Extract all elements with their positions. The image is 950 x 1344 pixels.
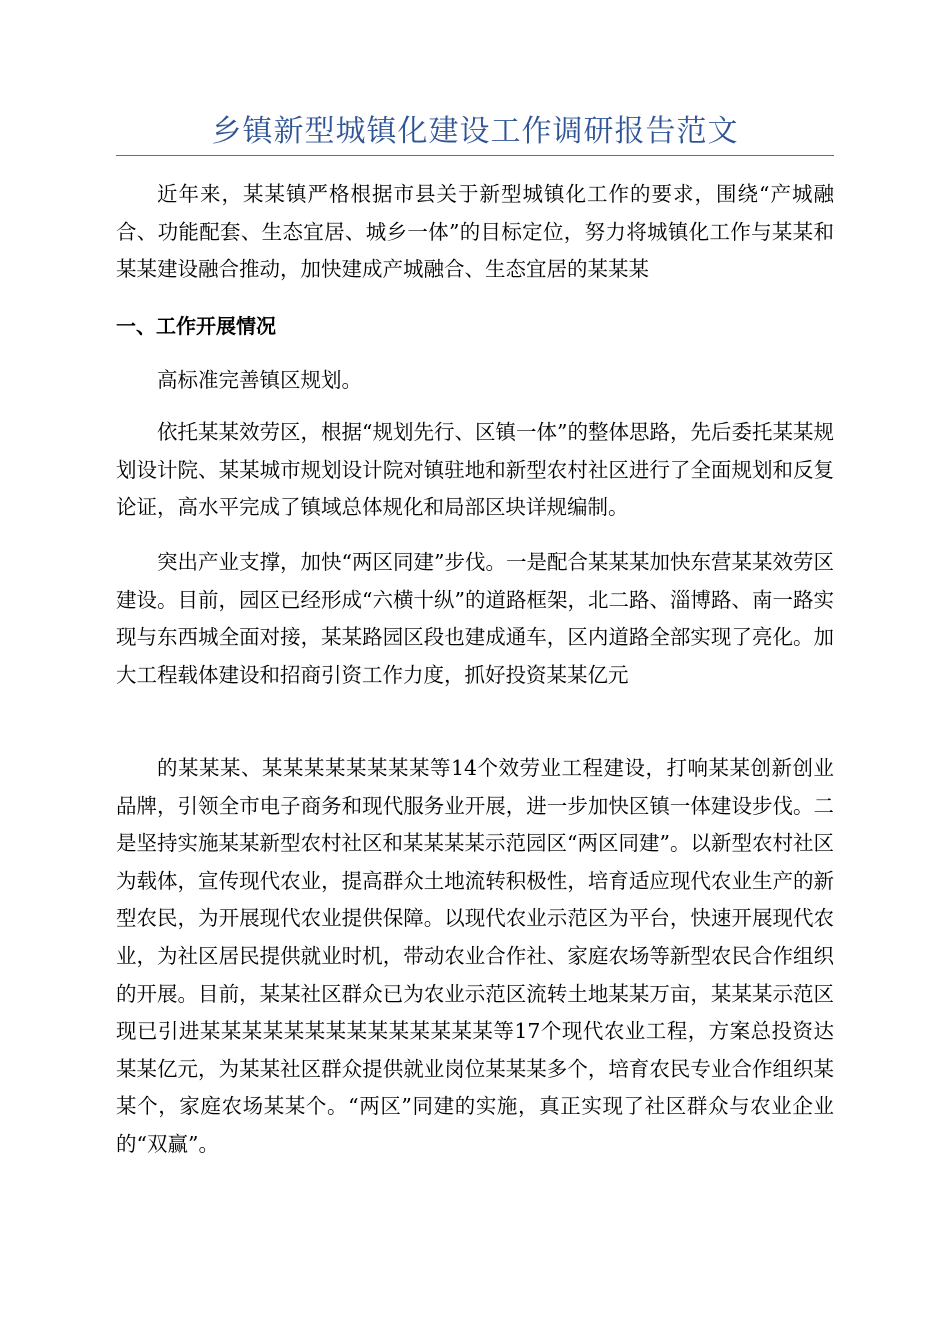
title-underline (116, 155, 834, 156)
paragraph-industry: 突出产业支撑，加快“两区同建”步伐。一是配合某某某加快东营某某效劳区建设。目前，园区已经形成“六横十纵”的道路框架，北二路、淄博路、南一路实现与东西城全面对接，某某路园区段也建成通车，区内道路全部实现了亮化。加大工程载体建设和招商引资工作力度，抓好投资某某亿元 (116, 550, 834, 687)
paragraph-planning: 依托某某效劳区，根据“规划先行、区镇一体”的整体思路，先后委托某某规划设计院、某某城市规划设计院对镇驻地和新型农村社区进行了全面规划和反复论证，高水平完成了镇域总体规化和局部区块详规编制。 (116, 420, 834, 520)
paragraph-planning-title: 高标准完善镇区规划。 (157, 368, 362, 392)
document-title: 乡镇新型城镇化建设工作调研报告范文 (211, 114, 739, 149)
section-heading: 一、工作开展情况 (116, 314, 276, 338)
intro-paragraph: 近年来，某某镇严格根据市县关于新型城镇化工作的要求，围绕“产城融合、功能配套、生态宜居、城乡一体”的目标定位，努力将城镇化工作与某某和某某建设融合推动，加快建成产城融合、生态宜居的某某某 (116, 182, 834, 282)
paragraph-projects: 的某某某、某某某某某某某某等14个效劳业工程建设，打响某某创新创业品牌，引领全市电子商务和现代服务业开展，进一步加快区镇一体建设步伐。二是坚持实施某某新型农村社区和某某某某示范园区“两区同建”。以新型农村社区为载体，宣传现代农业，提高群众土地流转积极性，培育适应现代农业生产的新型农民，为开展现代农业提供保障。以现代农业示范区为平台，快速开展现代农业，为社区居民提供就业时机，带动农业合作社、家庭农场等新型农民合作组织的开展。目前，某某社区群众已为农业示范区流转土地某某万亩，某某某示范区现已引进某某某某某某某某某某某某某某等17个现代农业工程，方案总投资达某某亿元，为某某社区群众提供就业岗位某某某多个，培育农民专业合作组织某某个，家庭农场某某个。“两区”同建的实施，真正实现了社区群众与农业企业的“双赢”。 (116, 756, 834, 1156)
